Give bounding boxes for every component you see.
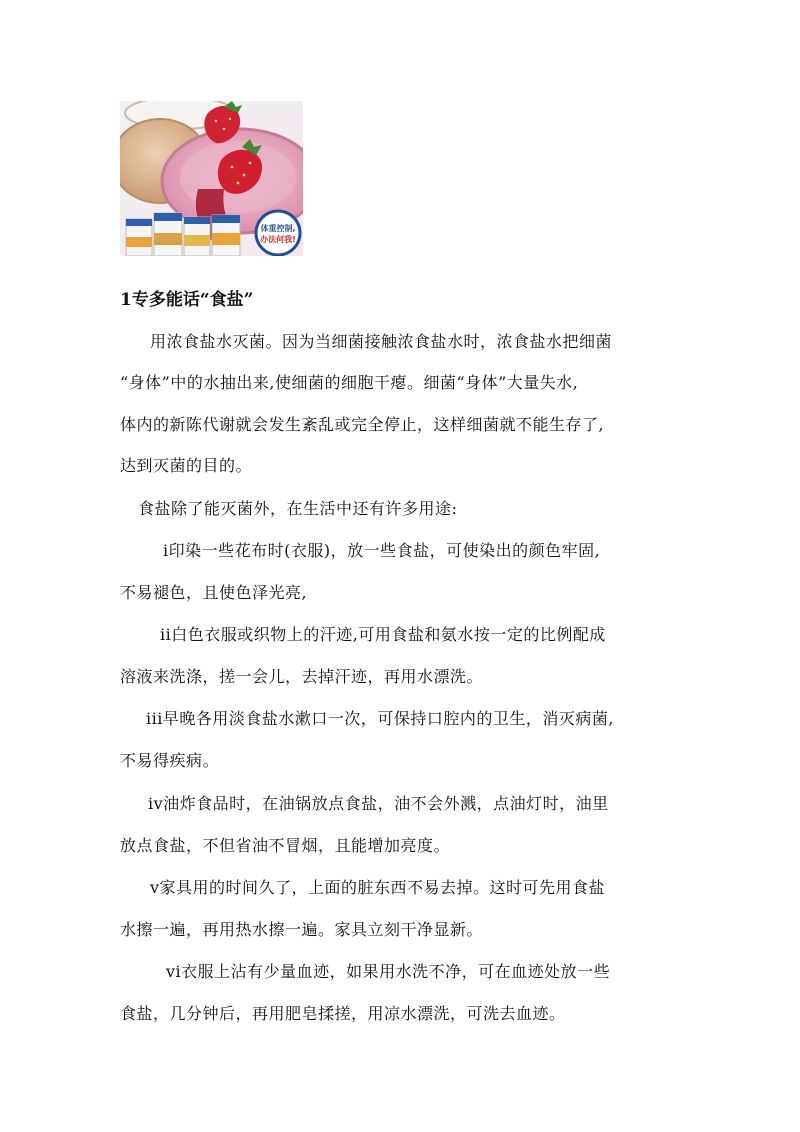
paragraph-5-line-1: iii早晚各用淡食盐水漱口一次，可保持口腔内的卫生，消灭病菌, bbox=[146, 709, 614, 728]
paragraph-5-line-2: 不易得疾病。 bbox=[120, 751, 220, 770]
paragraph-1-line-1: 用浓食盐水灭菌。因为当细菌接触浓食盐水时，浓食盐水把细菌 bbox=[150, 332, 613, 351]
paragraph-3-line-2: 不易褪色，且使色泽光亮, bbox=[120, 583, 308, 602]
paragraph-3-line-1: i印染一些花布时(衣服)，放一些食盐，可使染出的颜色牢固, bbox=[163, 541, 601, 560]
paragraph-8-line-2: 食盐，几分钟后，再用肥皂揉搓，用凉水漂洗，可洗去血迹。 bbox=[120, 1004, 566, 1023]
paragraph-6-line-1: iv油炸食品时，在油锅放点食盐，油不会外溅，点油灯时，油里 bbox=[148, 794, 609, 813]
strawberry-shake-illustration bbox=[120, 101, 303, 256]
paragraph-1-line-4: 达到灭菌的目的。 bbox=[120, 456, 253, 475]
badge-text-line1: 体重控制, bbox=[260, 224, 296, 233]
paragraph-8-line-1: vi衣服上沾有少量血迹，如果用水洗不净，可在血迹处放一些 bbox=[166, 962, 611, 981]
badge-text-line2: 办法何我! bbox=[260, 235, 296, 244]
paragraph-6-line-2: 放点食盐，不但省油不冒烟，且能增加亮度。 bbox=[120, 836, 451, 855]
paragraph-1-line-2: “身体”中的水抽出来,使细菌的细胞干瘪。细菌“身体”大量失水, bbox=[120, 373, 579, 392]
paragraph-4-line-2: 溶液来洗涤，搓一会儿，去掉汗迹，再用水漂洗。 bbox=[120, 667, 484, 686]
product-photo bbox=[120, 101, 303, 256]
paragraph-2-line-1: 食盐除了能灭菌外，在生活中还有许多用途: bbox=[138, 499, 458, 518]
paragraph-7-line-1: v家具用的时间久了，上面的脏东西不易去掉。这时可先用食盐 bbox=[150, 878, 606, 897]
section-heading: 1专多能话“食盐” bbox=[120, 290, 254, 310]
paragraph-4-line-1: ii白色衣服或织物上的汗迹,可用食盐和氨水按一定的比例配成 bbox=[160, 625, 606, 644]
paragraph-1-line-3: 体内的新陈代谢就会发生紊乱或完全停止，这样细菌就不能生存了, bbox=[120, 415, 605, 434]
paragraph-7-line-2: 水擦一遍，再用热水擦一遍。家具立刻干净显新。 bbox=[120, 920, 484, 939]
promo-badge bbox=[256, 211, 300, 255]
